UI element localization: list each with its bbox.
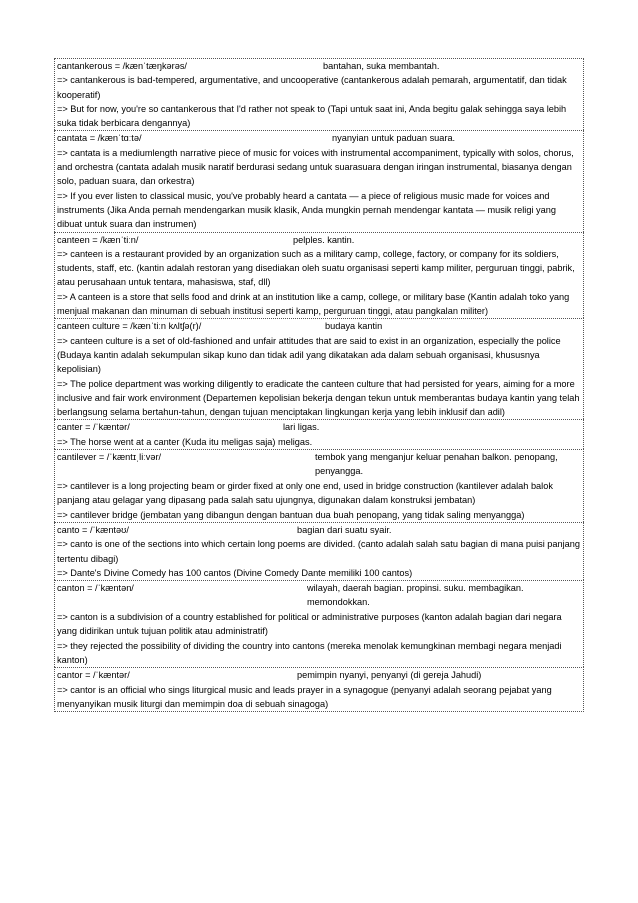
entry-header <box>57 319 581 333</box>
headword: cantilever = /ˈkæntɪˌliːvər/ <box>57 452 162 463</box>
glossary-entry <box>54 232 584 319</box>
glossary-table <box>54 58 584 712</box>
headword: cantor = /ˈkæntər/ <box>57 670 130 681</box>
entry-header <box>57 131 581 145</box>
glossary-entry <box>54 130 584 231</box>
indonesian-meaning: bantahan, suka membantah. <box>323 61 440 71</box>
example-sentence: => canton is a subdivision of a country established for political or administrative purposes (kanton adalah bagian dari negara yang didirikan untuk tujuan politik atau administratif) <box>57 612 562 637</box>
glossary-entry <box>54 58 584 130</box>
entry-header <box>57 450 581 479</box>
headword: canter = /ˈkæntər/ <box>57 422 130 433</box>
indonesian-meaning: tembok yang menganjur keluar penahan balkon. penopang, penyangga. <box>315 452 558 477</box>
entry-header <box>57 523 581 537</box>
headword: canto = /ˈkæntəʊ/ <box>57 524 129 535</box>
headword: canteen = /kænˈtiːn/ <box>57 234 139 245</box>
example-sentence: => canteen culture is a set of old-fashioned and unfair attitudes that are said to exist in an organization, especially the police (Budaya kantin adalah sekumpulan sikap kuno dan tidak adil yang dikatakan ada dalam sebuah organisasi, khususnya kepolisian) <box>57 335 561 375</box>
example-sentence: => The horse went at a canter (Kuda itu meligas saja) meligas. <box>57 436 313 447</box>
example-sentence: => The police department was working diligently to eradicate the canteen culture that had persisted for years, aiming for a more inclusive and fair work environment (Departemen kepolisian bekerja dengan tekun untuk memberantas budaya kantin yang telah berlangsung selama bertahun-tahun, dengan tujuan menciptakan lingkungan kerja yang lebih inklusif dan adil) <box>57 378 580 418</box>
glossary-entry <box>54 419 584 449</box>
example-sentence: => Dante's Divine Comedy has 100 cantos (Divine Comedy Dante memiliki 100 cantos) <box>57 567 413 578</box>
entry-header <box>57 59 581 73</box>
headword: cantankerous = /kænˈtæŋkərəs/ <box>57 61 187 71</box>
headword: cantata = /kænˈtɑːtə/ <box>57 133 142 144</box>
example-sentence: => If you ever listen to classical music, you've probably heard a cantata — a piece of religious music made for voices and instruments (Jika Anda pernah mendengarkan musik klasik, Anda mungkin pernah mendengar kantata — musik religi yang dibuat untuk suara dan instrumen) <box>57 190 556 230</box>
glossary-entry <box>54 318 584 419</box>
indonesian-meaning: bagian dari suatu syair. <box>297 524 392 535</box>
example-sentence: => they rejected the possibility of dividing the country into cantons (mereka menolak kemungkinan membagi negara menjadi kanton) <box>57 640 562 665</box>
indonesian-meaning: wilayah, daerah bagian. propinsi. suku. membagikan. memondokkan. <box>307 583 524 608</box>
indonesian-meaning: lari ligas. <box>283 422 320 433</box>
headword: canteen culture = /kænˈtiːn kʌltʃə(r)/ <box>57 321 202 332</box>
example-sentence: => cantata is a mediumlength narrative piece of music for voices with instrumental accompaniment, typically with solos, chorus, and orchestra (cantata adalah musik naratif berdurasi sedang untuk suarasuara dengan iringan instrumental, biasanya dengan solo, paduan suara, dan orkestra) <box>57 147 574 187</box>
example-sentence: => cantankerous is bad-tempered, argumentative, and uncooperative (cantankerous adalah pemarah, argumentatif, dan tidak kooperatif) <box>57 75 567 100</box>
indonesian-meaning: pelples. kantin. <box>293 234 355 245</box>
example-sentence: => A canteen is a store that sells food and drink at an institution like a camp, college, or military base (Kantin adalah toko yang menjual makanan dan minuman di sebuah institusi seperti kamp, perguruan tinggi, atau pangkalan militer) <box>57 291 570 317</box>
indonesian-meaning: nyanyian untuk paduan suara. <box>332 133 456 144</box>
example-sentence: => canto is one of the sections into which certain long poems are divided. (canto adalah salah satu bagian di mana puisi panjang tertentu dibagi) <box>57 539 581 564</box>
example-sentence: => But for now, you're so cantankerous that I'd rather not speak to (Tapi untuk saat ini, Anda begitu galak sehingga saya lebih suka tidak berbicara dengannya) <box>57 103 567 129</box>
example-sentence: => cantilever is a long projecting beam or girder fixed at only one end, used in bridge construction (kantilever adalah balok panjang atau gelagar yang dipasang pada salah satu ujungnya, digunakan dalam konstruksi jembatan) <box>57 481 553 506</box>
example-sentence: => cantor is an official who sings liturgical music and leads prayer in a synagogue (penyanyi adalah seorang pejabat yang menyanyikan musik liturgi dan memimpin doa di sebuah sinagoga) <box>57 684 552 709</box>
indonesian-meaning: budaya kantin <box>325 321 383 332</box>
glossary-entry <box>54 522 584 580</box>
glossary-entry <box>54 667 584 712</box>
glossary-entry <box>54 580 584 667</box>
glossary-entry <box>54 449 584 522</box>
example-sentence: => canteen is a restaurant provided by an organization such as a military camp, college, factory, or company for its soldiers, students, staff, etc. (kantin adalah restoran yang disediakan oleh suatu organisasi seperti kamp militer, perguruan tinggi, pabrik, atau perusahaan untuk tentara, mahasiswa, staf, dll) <box>57 248 575 288</box>
entry-header <box>57 233 581 247</box>
entry-header <box>57 581 581 610</box>
example-sentence: => cantilever bridge (jembatan yang dibangun dengan bantuan dua buah penopang, yang tidak saling menyangga) <box>57 509 525 520</box>
indonesian-meaning: pemimpin nyanyi, penyanyi (di gereja Jahudi) <box>297 670 482 681</box>
entry-header <box>57 668 581 682</box>
entry-header <box>57 420 581 434</box>
headword: canton = /ˈkæntən/ <box>57 583 134 594</box>
